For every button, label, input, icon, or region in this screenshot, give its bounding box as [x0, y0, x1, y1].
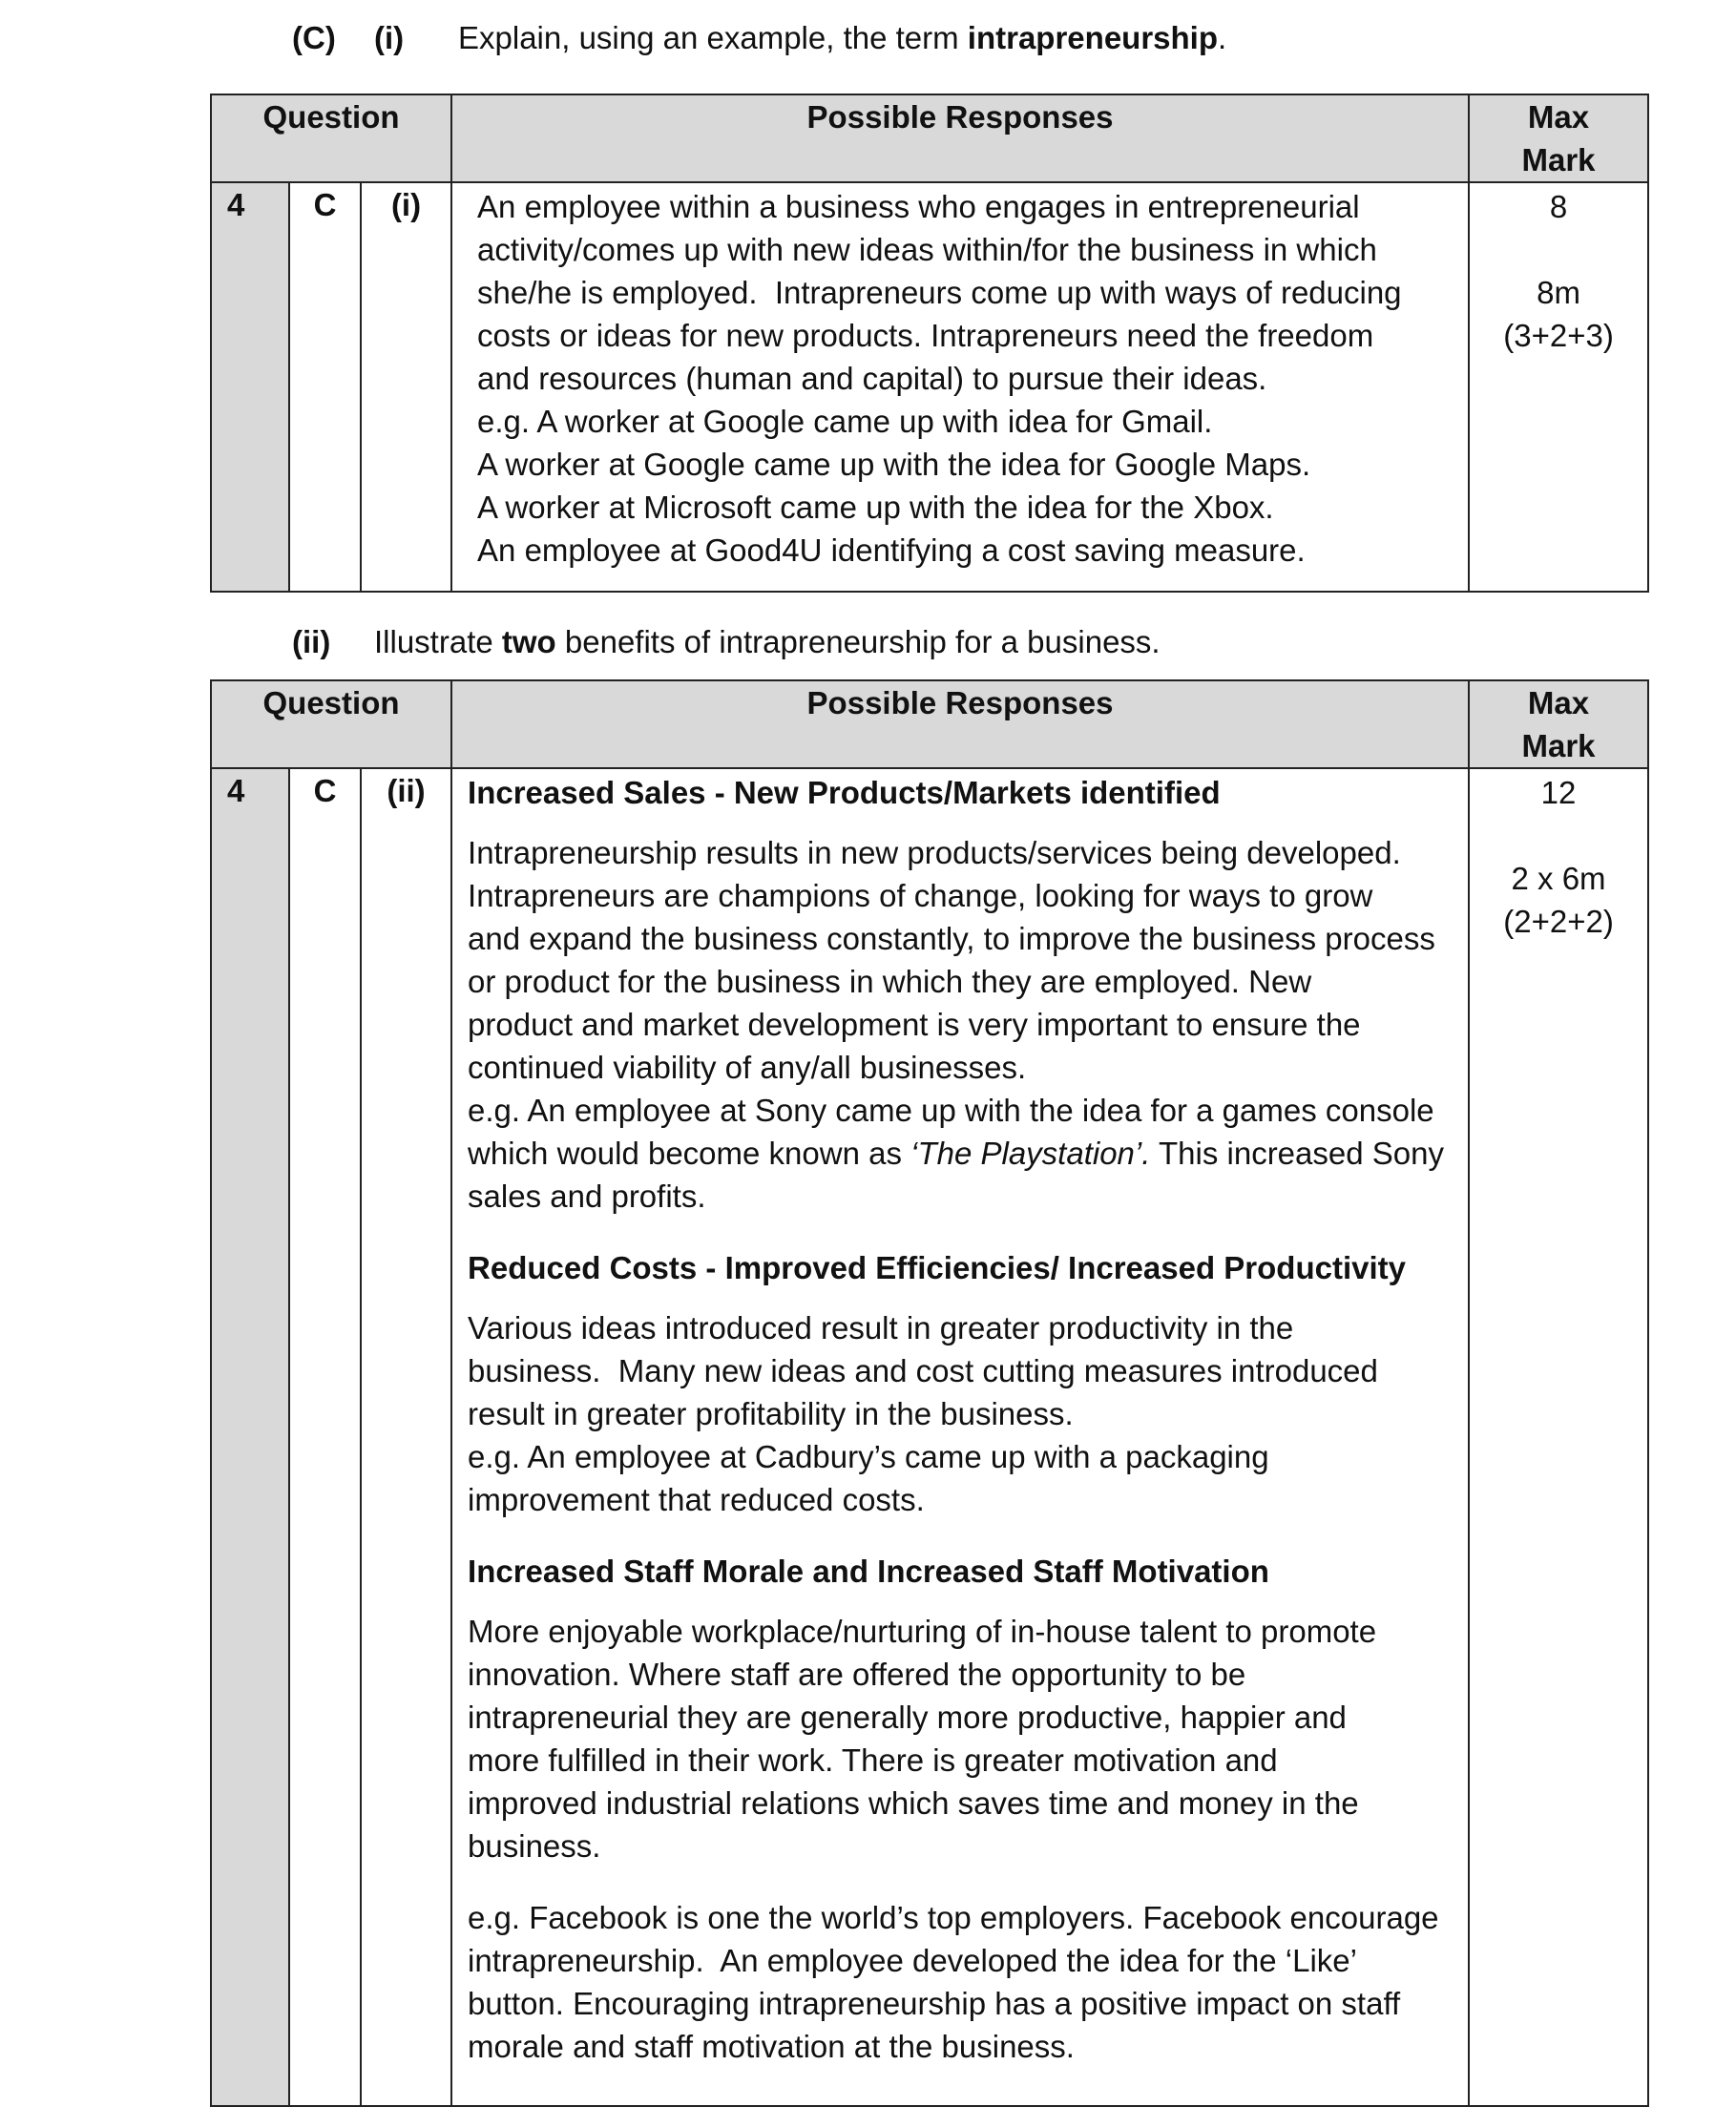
marking-table-c-i [210, 94, 1649, 593]
response-line: and resources (human and capital) to pursue their ideas. [477, 361, 1267, 396]
mark-detail: 2 x 6m [1511, 861, 1606, 896]
response-line: e.g. Facebook is one the world’s top employers. Facebook encourage [468, 1900, 1439, 1935]
response-line: More enjoyable workplace/nurturing of in-house talent to promote [468, 1614, 1377, 1649]
question-term: intrapreneurship [967, 20, 1219, 55]
label-ii: (ii) [292, 624, 331, 659]
question-sub: (ii) [361, 768, 451, 2106]
response-line: she/he is employed. Intrapreneurs come up with ways of reducing [477, 275, 1402, 310]
response-line: and expand the business constantly, to improve the business process [468, 921, 1435, 956]
mark-total: 8 [1549, 189, 1568, 224]
response-line: e.g. An employee at Sony came up with the idea for a games console [468, 1093, 1434, 1128]
benefit-heading-morale: Increased Staff Morale and Increased Staff Motivation [468, 1554, 1269, 1589]
response-line: more fulfilled in their work. There is greater motivation and [468, 1742, 1278, 1778]
response-line: A worker at Google came up with the idea for Google Maps. [477, 447, 1311, 482]
response-line: An employee at Good4U identifying a cost saving measure. [477, 532, 1306, 568]
mark-breakdown: (2+2+2) [1503, 904, 1614, 939]
response-line: morale and staff motivation at the business. [468, 2029, 1075, 2064]
max-mark-cell [1469, 182, 1648, 592]
header-max: Max [1527, 685, 1590, 720]
response-line: An employee within a business who engages in entrepreneurial [477, 189, 1360, 224]
mark-total: 12 [1540, 775, 1577, 810]
marking-table-c-ii [210, 679, 1649, 2107]
response-line: improved industrial relations which saves time and money in the [468, 1785, 1359, 1821]
header-possible-responses: Possible Responses [451, 680, 1469, 768]
question-text-post: benefits of intrapreneurship for a business. [555, 624, 1161, 659]
response-line: intrapreneurial they are generally more productive, happier and [468, 1700, 1347, 1735]
responses-text [452, 183, 1468, 591]
header-question: Question [211, 94, 451, 182]
header-max: Max [1527, 99, 1590, 135]
table-row [211, 182, 1648, 592]
label-c: (C) [292, 20, 336, 55]
header-max-mark [1469, 94, 1648, 182]
response-line: costs or ideas for new products. Intrapreneurs need the freedom [477, 318, 1374, 353]
response-line: Intrapreneurship results in new products/services being developed. [468, 835, 1401, 870]
response-line: Various ideas introduced result in greater productivity in the [468, 1310, 1294, 1346]
question-c-i-text [458, 19, 1226, 57]
product-name: ‘The Playstation’. [910, 1136, 1151, 1171]
question-text-pre: Illustrate [374, 624, 502, 659]
response-line: product and market development is very important to ensure the [468, 1007, 1361, 1042]
question-emphasis: two [501, 624, 556, 659]
header-possible-responses: Possible Responses [451, 94, 1469, 182]
text-pre: which would become known as [468, 1136, 911, 1171]
benefit-heading-costs: Reduced Costs - Improved Efficiencies/ Increased Productivity [468, 1250, 1406, 1285]
response-line: A worker at Microsoft came up with the idea for the Xbox. [477, 490, 1274, 525]
response-line: innovation. Where staff are offered the opportunity to be [468, 1657, 1246, 1692]
mark-detail: 8m [1537, 275, 1580, 310]
response-line: activity/comes up with new ideas within/for the business in which [477, 232, 1377, 267]
response-line [468, 1132, 1451, 1175]
question-part: C [289, 182, 361, 592]
possible-responses-cell [451, 182, 1469, 592]
question-number: 4 [211, 182, 289, 592]
response-line: continued viability of any/all businesses. [468, 1050, 1027, 1085]
response-line: result in greater profitability in the business. [468, 1396, 1074, 1431]
question-text-post: . [1218, 20, 1227, 55]
benefit-heading-sales: Increased Sales - New Products/Markets identified [468, 775, 1221, 810]
header-question: Question [211, 680, 451, 768]
header-mark: Mark [1521, 142, 1596, 177]
header-max-mark [1469, 680, 1648, 768]
response-line: Intrapreneurs are champions of change, looking for ways to grow [468, 878, 1373, 913]
response-line: improvement that reduced costs. [468, 1482, 925, 1517]
label-i: (i) [374, 20, 405, 55]
response-line: business. [468, 1828, 601, 1864]
question-c-ii-text [374, 623, 1161, 661]
response-line: sales and profits. [468, 1179, 706, 1214]
response-line: e.g. An employee at Cadbury’s came up with a packaging [468, 1439, 1269, 1474]
response-line: or product for the business in which they are employed. New [468, 964, 1312, 999]
table-header-row [211, 94, 1648, 182]
response-line: business. Many new ideas and cost cutting measures introduced [468, 1353, 1378, 1388]
text-post: This increased Sony [1150, 1136, 1444, 1171]
possible-responses-cell [451, 768, 1469, 2106]
question-text-pre: Explain, using an example, the term [458, 20, 968, 55]
mark-breakdown: (3+2+3) [1503, 318, 1614, 353]
table-header-row [211, 680, 1648, 768]
max-mark-cell [1469, 768, 1648, 2106]
responses-text [452, 769, 1468, 2087]
question-number: 4 [211, 768, 289, 2106]
question-sub: (i) [361, 182, 451, 592]
response-line: button. Encouraging intrapreneurship has a positive impact on staff [468, 1986, 1401, 2021]
header-mark: Mark [1521, 728, 1596, 763]
response-line: e.g. A worker at Google came up with idea for Gmail. [477, 404, 1213, 439]
question-part: C [289, 768, 361, 2106]
table-row [211, 768, 1648, 2106]
response-line: intrapreneurship. An employee developed the idea for the ‘Like’ [468, 1943, 1357, 1978]
